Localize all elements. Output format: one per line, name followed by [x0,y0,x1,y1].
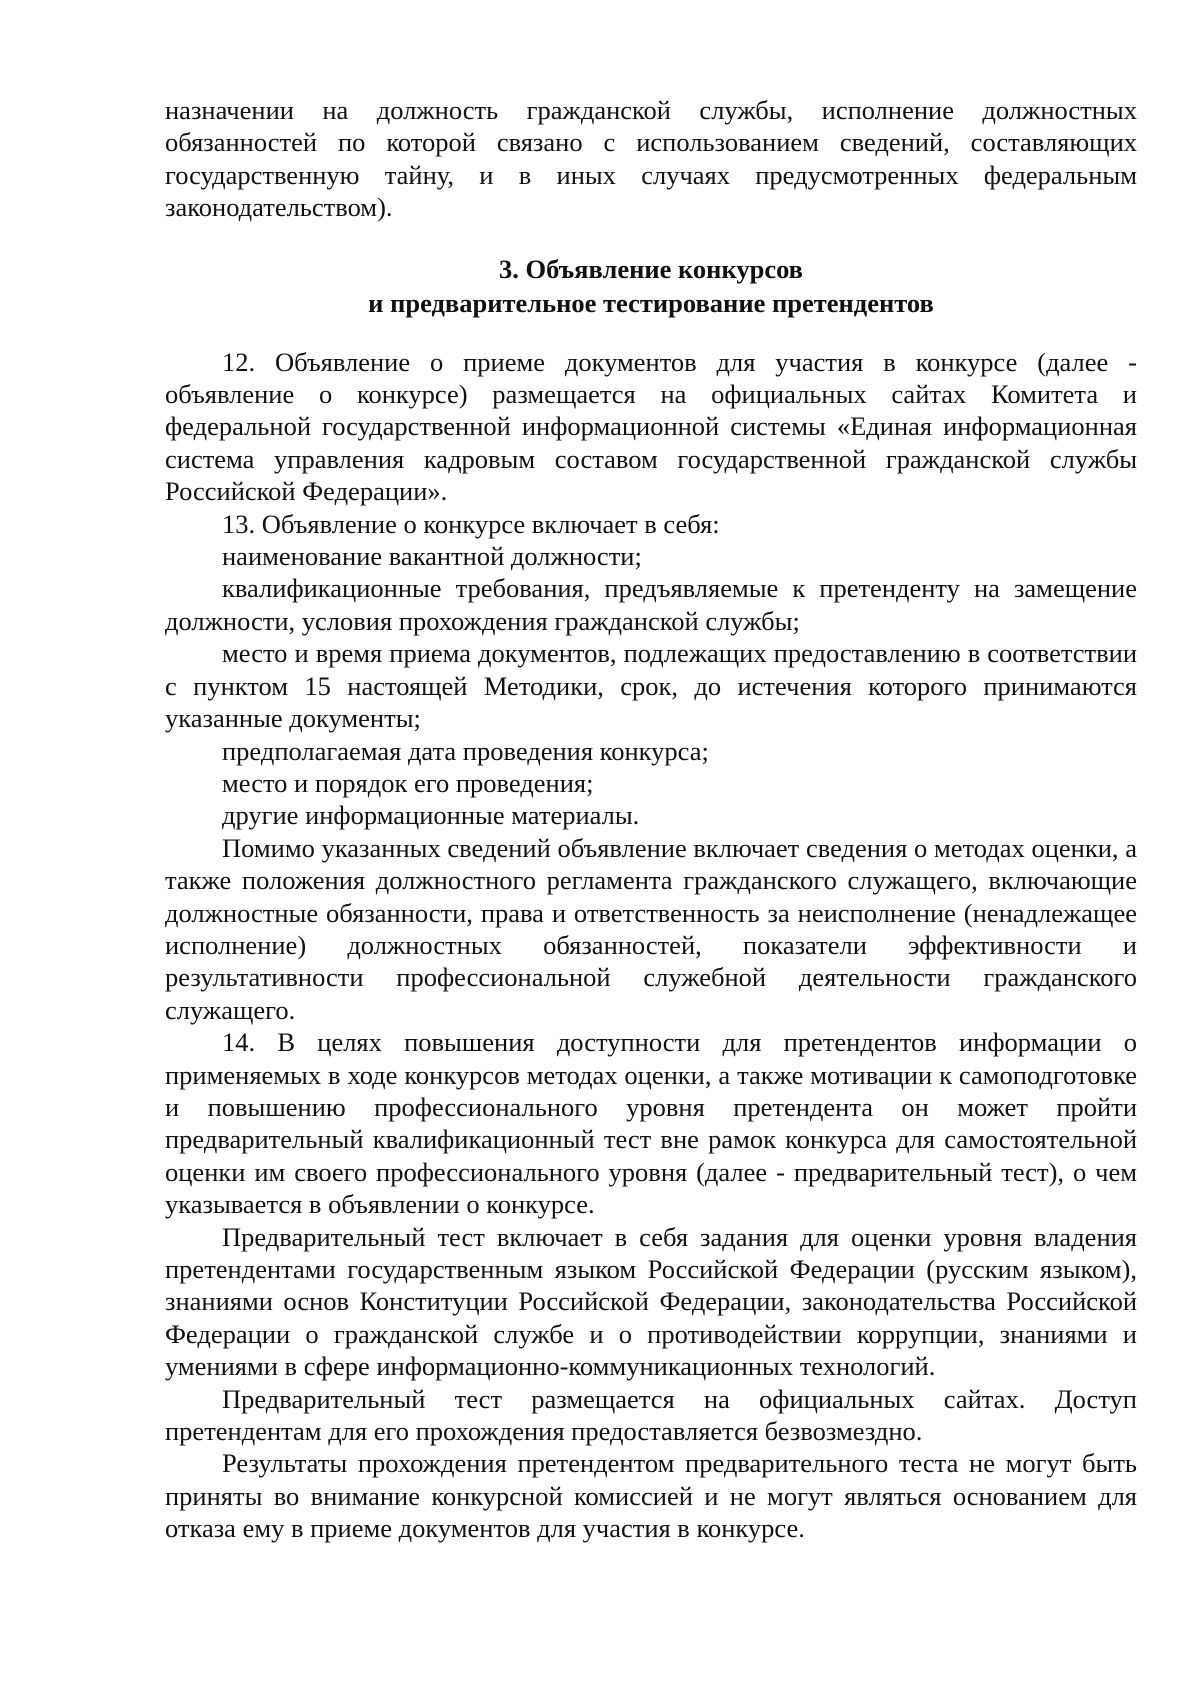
paragraph-test-results: Результаты прохождения претендентом предварительного теста не могут быть приняты во внимание конкурсной комиссией и не могут являться основанием для отказа ему в приеме документов для участия в конкурсе. [165,1448,1137,1544]
paragraph-test-contents: Предварительный тест включает в себя задания для оценки уровня владения претендентами государственным языком Российской Федерации (русским языком), знаниями основ Конституции Российской Федерации, законодательства Российской Федерации о гражданской службе и о противодействии коррупции, знаниями и умениями в сфере информационно-коммуникационных технологий. [165,1221,1137,1382]
list-item-vacancy-name: наименование вакантной должности; [222,541,642,572]
section-heading-line-2: и предварительное тестирование претендентов [368,287,934,318]
document-page [165,94,1137,1545]
section-heading-line-1: 3. Объявление конкурсов [499,253,803,284]
list-item-place-and-order: место и порядок его проведения; [222,767,594,798]
paragraph-test-access: Предварительный тест размещается на официальных сайтах. Доступ претендентам для его прохождения предоставляется безвозмездно. [165,1383,1137,1447]
intro-paragraph: назначении на должность гражданской службы, исполнение должностных обязанностей по которой связано с использованием сведений, составляющих государственную тайну, и в иных случаях предусмотренных федеральным законодательством). [165,95,1137,223]
list-item-other-materials: другие информационные материалы. [222,800,640,831]
paragraph-12: 12. Объявление о приеме документов для участия в конкурсе (далее - объявление о конкурсе) размещается на официальных сайтах Комитета и федеральной государственной информационной системы «Единая информационная система управления кадровым составом государственной гражданской службы Российской Федерации». [165,346,1137,507]
paragraph-additional-info: Помимо указанных сведений объявление включает сведения о методах оценки, а также положения должностного регламента гражданского служащего, включающие должностные обязанности, права и ответственность за неисполнение (ненадлежащее исполнение) должностных обязанностей, показатели эффективности и результативности профессиональной служебной деятельности гражданского служащего. [165,832,1137,1025]
paragraph-13: 13. Объявление о конкурсе включает в себя: [222,508,720,539]
spacer [165,320,1137,346]
paragraph-14: 14. В целях повышения доступности для претендентов информации о применяемых в ходе конкурсов методах оценки, а также мотивации к самоподготовке и повышению профессионального уровня претендента он может пройти предварительный квалификационный тест вне рамок конкурса для самостоятельной оценки им своего профессионального уровня (далее - предварительный тест), о чем указывается в объявлении о конкурсе. [165,1027,1137,1220]
list-item-planned-date: предполагаемая дата проведения конкурса; [222,735,709,766]
list-item-place-and-time: место и время приема документов, подлежащих предоставлению в соответствии с пунктом 15 настоящей Методики, срок, до истечения которого принимаются указанные документы; [165,638,1137,734]
list-item-qualification-requirements: квалификационные требования, предъявляемые к претенденту на замещение должности, условия прохождения гражданской службы; [165,573,1137,636]
section-heading [165,252,1137,320]
